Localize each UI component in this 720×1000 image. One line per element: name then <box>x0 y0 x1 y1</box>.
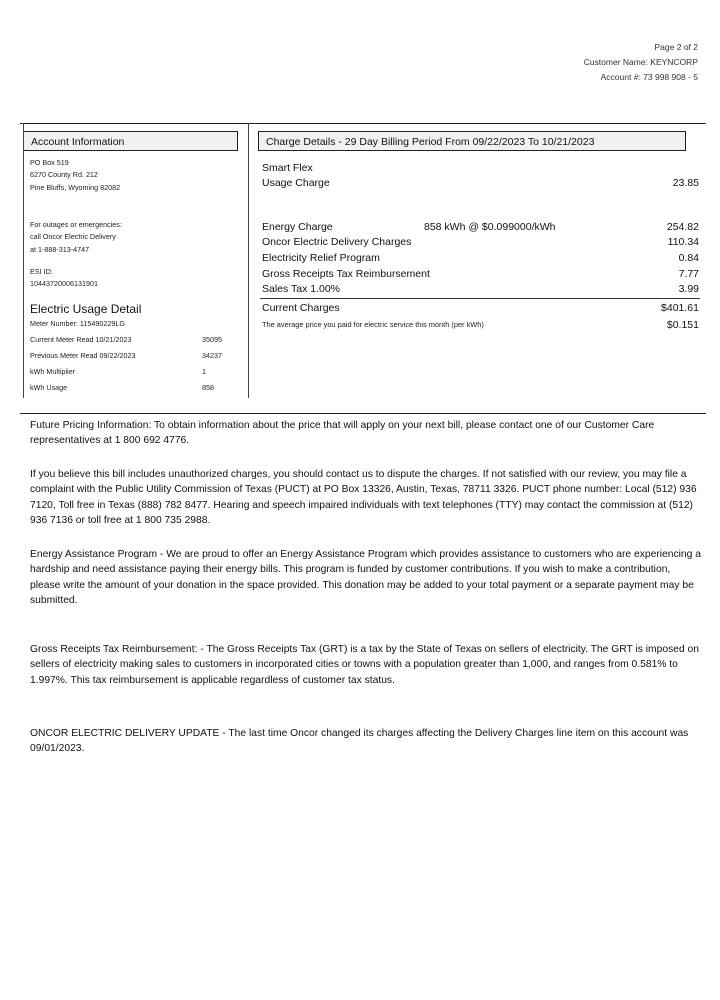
left-column-border <box>23 123 24 398</box>
charge-line-row: Gross Receipts Tax Reimbursement 7.77 <box>262 268 699 280</box>
oncor-update-paragraph: ONCOR ELECTRIC DELIVERY UPDATE - The last time Oncor changed its charges affecting the Delivery Charges line item on this account was 09/01/2023. <box>30 728 689 755</box>
usage-row: Current Meter Read 10/21/2023 35095 <box>30 335 222 344</box>
grt-paragraph: Gross Receipts Tax Reimbursement: - The Gross Receipts Tax (GRT) is a tax by the State of Texas on sellers of electricity. The GRT is imposed on sellers of electricity making sales to customers in incorporated cities or towns with a population greater than 1,000, and ranges from 0.581% to 1.997%. This tax reimbursement is applicable regardless of customer tax status. <box>30 644 699 686</box>
energy-charge-row: Energy Charge 858 kWh @ $0.099000/kWh 254.82 <box>262 221 699 233</box>
dispute-paragraph: If you believe this bill includes unauthorized charges, you should contact us to dispute the charges. If not satisfied with our review, you may file a complaint with the Public Utility Commission of Texas (PUCT) at PO Box 13326, Austin, Texas, 78711 3326. PUCT phone number: Local (512) 936 7120, Toll free in Texas (888) 782 8477. Hearing and speech impaired individuals with text telephones (TTY) may contact the commission at (512) 936 7136 or toll free at 1 800 735 2988. <box>30 469 697 526</box>
column-divider <box>248 123 249 398</box>
page-header-info <box>584 40 698 85</box>
esi-id-value: 10443720006131901 <box>30 279 98 289</box>
plan-name: Smart Flex <box>262 162 313 174</box>
future-pricing-paragraph: Future Pricing Information: To obtain information about the price that will apply on your next bill, please contact one of our Customer Care representatives at 1 800 692 4776. <box>30 420 655 447</box>
customer-name: Customer Name: KEYNCORP <box>583 57 698 67</box>
usage-row: kWh Usage 858 <box>30 383 214 392</box>
usage-row: Previous Meter Read 09/22/2023 34237 <box>30 351 222 360</box>
outage-contact: For outages or emergencies: call Oncor Electric Delivery at 1-888-313-4747 <box>30 220 122 254</box>
usage-row: kWh Multiplier 1 <box>30 367 206 376</box>
charge-line-row: Sales Tax 1.00% 3.99 <box>262 283 699 295</box>
charge-line-row: Oncor Electric Delivery Charges 110.34 <box>262 236 699 248</box>
usage-detail-table <box>30 334 230 398</box>
average-price-row: The average price you paid for electric service this month (per kWh) $0.151 <box>262 319 699 331</box>
account-information-title: Account Information <box>23 131 238 151</box>
page-number: Page 2 of 2 <box>654 42 698 52</box>
current-charges-row: Current Charges $401.61 <box>262 302 699 314</box>
charge-details-title: Charge Details - 29 Day Billing Period From 09/22/2023 To 10/21/2023 <box>258 131 686 151</box>
mailing-address: PO Box 519 6270 County Rd. 212 Pine Bluffs, Wyoming 82082 <box>30 158 121 192</box>
esi-id-label: ESI ID: <box>30 267 53 276</box>
usage-charge-row: Usage Charge 23.85 <box>262 177 699 189</box>
bottom-divider <box>20 413 706 414</box>
meter-number: Meter Number: 115490229LG <box>30 319 125 328</box>
charge-line-row: Electricity Relief Program 0.84 <box>262 252 699 264</box>
subtotal-divider <box>260 298 700 299</box>
esi-id-block <box>30 266 98 291</box>
energy-assistance-paragraph: Energy Assistance Program - We are proud to offer an Energy Assistance Program which provides assistance to customers who are experiencing a hardship and need assistance paying their energy bills. This program is funded by customer contributions. If you wish to make a contribution, please write the amount of your donation in the space provided. This donation may be added to your total payment or a separate payment may be submitted. <box>30 549 701 606</box>
usage-detail-title: Electric Usage Detail <box>30 302 142 316</box>
top-divider <box>20 123 706 124</box>
account-number: Account #: 73 998 908 - 5 <box>600 72 698 82</box>
